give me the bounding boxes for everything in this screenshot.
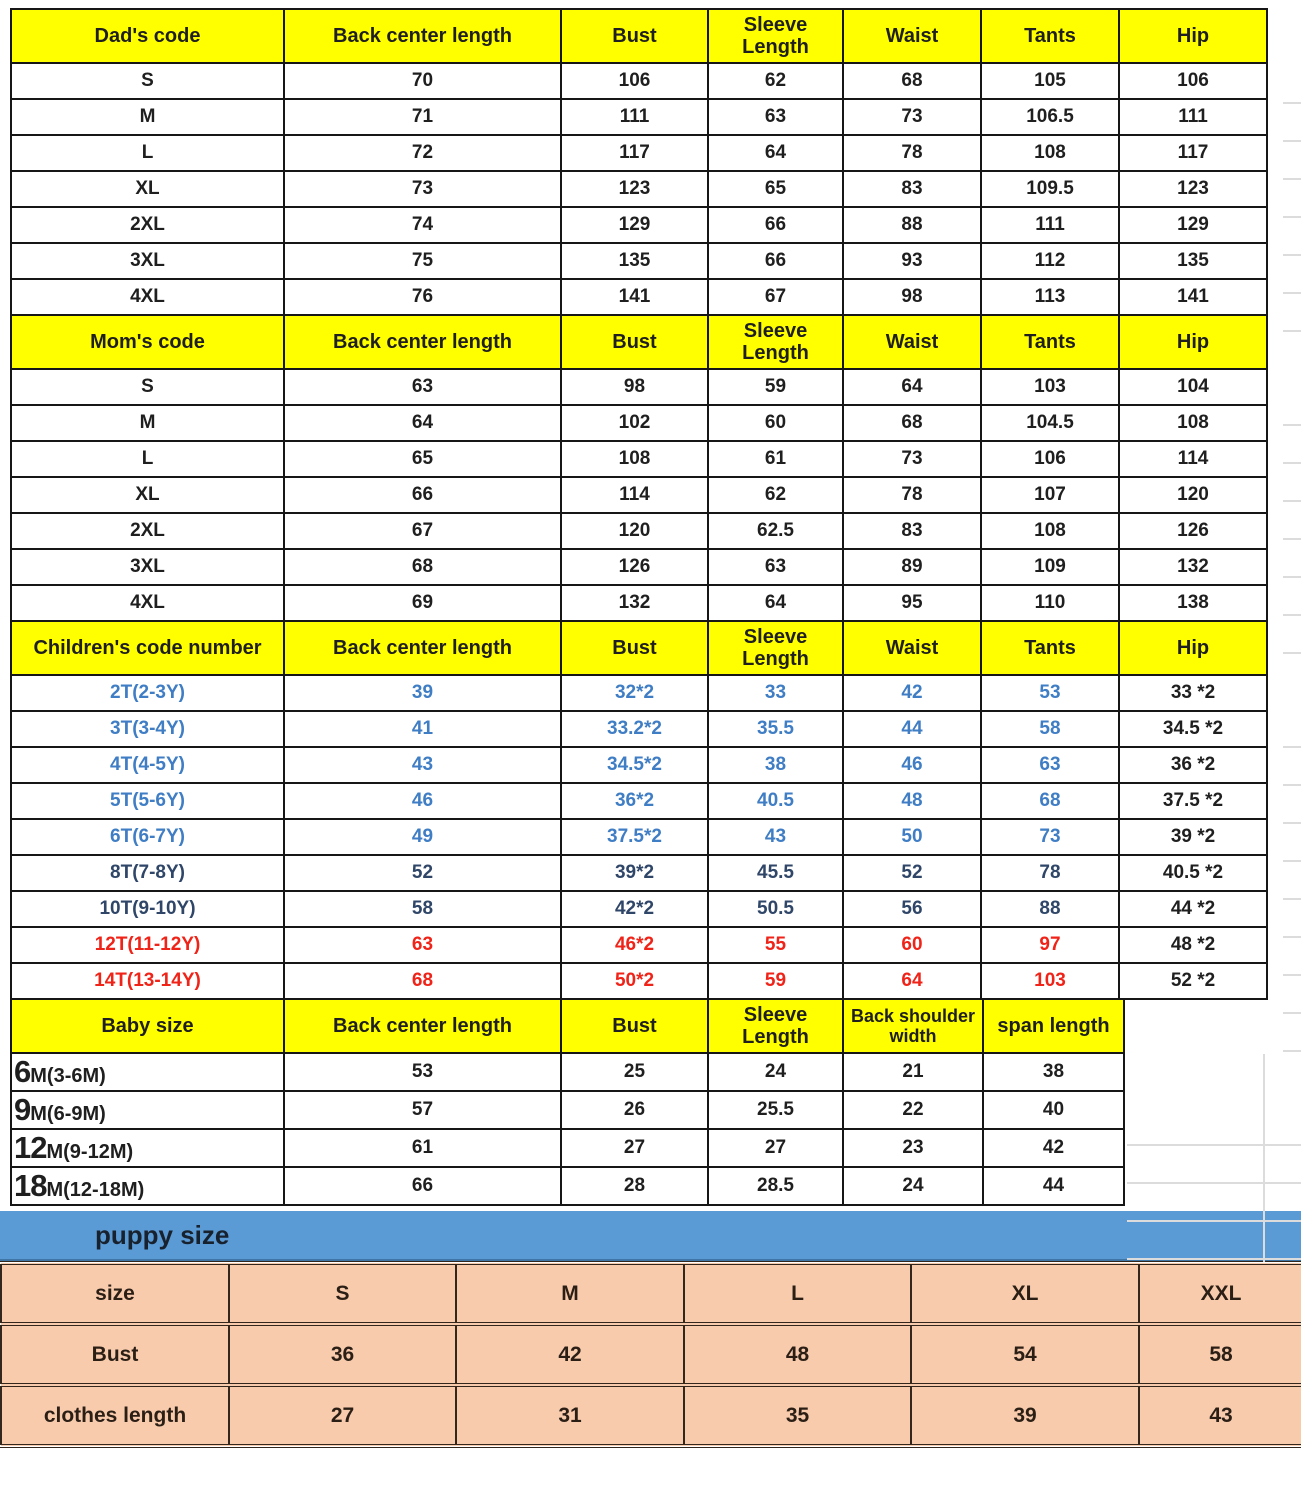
- mom-value-cell: 64: [843, 369, 981, 405]
- mom-row: [11, 477, 1267, 513]
- baby-size-month-number: 18: [14, 1168, 47, 1203]
- children-value-cell: 42*2: [561, 891, 708, 927]
- dad-col-header: Back center length: [284, 9, 561, 63]
- puppy-value-cell: 27: [229, 1385, 456, 1446]
- mom-value-cell: 68: [284, 549, 561, 585]
- mom-col-header: Tants: [981, 315, 1119, 369]
- baby-value-cell: 26: [561, 1091, 708, 1129]
- mom-value-cell: 66: [284, 477, 561, 513]
- dad-row: [11, 171, 1267, 207]
- dad-col-header: Hip: [1119, 9, 1267, 63]
- family-size-table: [10, 8, 1268, 1000]
- puppy-header-row: [1, 1263, 1301, 1324]
- baby-value-cell: 24: [708, 1053, 843, 1091]
- mom-value-cell: 62: [708, 477, 843, 513]
- dad-value-cell: 66: [708, 243, 843, 279]
- children-col-header: Bust: [561, 621, 708, 675]
- dad-value-cell: 106.5: [981, 99, 1119, 135]
- dad-value-cell: 68: [843, 63, 981, 99]
- children-size-cell: 10T(9-10Y): [11, 891, 284, 927]
- children-value-cell: 40.5: [708, 783, 843, 819]
- children-value-cell: 33: [708, 675, 843, 711]
- children-value-cell: 56: [843, 891, 981, 927]
- dad-value-cell: 74: [284, 207, 561, 243]
- baby-value-cell: 24: [843, 1167, 983, 1205]
- dad-title-cell: Dad's code: [11, 9, 284, 63]
- children-row: [11, 963, 1267, 999]
- children-size-cell: 4T(4-5Y): [11, 747, 284, 783]
- mom-value-cell: 110: [981, 585, 1119, 621]
- children-value-cell: 60: [843, 927, 981, 963]
- children-size-cell: 2T(2-3Y): [11, 675, 284, 711]
- baby-size-cell: [11, 1167, 284, 1205]
- children-value-cell: 49: [284, 819, 561, 855]
- children-value-cell: 50: [843, 819, 981, 855]
- dad-col-header: Bust: [561, 9, 708, 63]
- baby-size-month-number: 12: [14, 1130, 47, 1165]
- dad-value-cell: 65: [708, 171, 843, 207]
- children-value-cell: 78: [981, 855, 1119, 891]
- puppy-value-cell: 42: [456, 1324, 684, 1385]
- baby-col-header: span length: [983, 999, 1124, 1053]
- spreadsheet-gridlines: [1283, 388, 1301, 656]
- mom-value-cell: 126: [1119, 513, 1267, 549]
- mom-value-cell: 114: [561, 477, 708, 513]
- dad-value-cell: 75: [284, 243, 561, 279]
- dad-value-cell: 105: [981, 63, 1119, 99]
- puppy-value-cell: 31: [456, 1385, 684, 1446]
- children-row: [11, 675, 1267, 711]
- dad-value-cell: 76: [284, 279, 561, 315]
- children-value-cell: 32*2: [561, 675, 708, 711]
- mom-value-cell: 120: [1119, 477, 1267, 513]
- children-value-cell: 52: [284, 855, 561, 891]
- children-value-cell: 39*2: [561, 855, 708, 891]
- baby-value-cell: 28: [561, 1167, 708, 1205]
- dad-value-cell: 109.5: [981, 171, 1119, 207]
- dad-value-cell: 67: [708, 279, 843, 315]
- children-value-cell: 39: [284, 675, 561, 711]
- baby-size-month-number: 9: [14, 1092, 31, 1127]
- baby-value-cell: 57: [284, 1091, 561, 1129]
- dad-value-cell: 71: [284, 99, 561, 135]
- children-row: [11, 819, 1267, 855]
- mom-size-cell: M: [11, 405, 284, 441]
- puppy-value-cell: 48: [684, 1324, 911, 1385]
- dad-value-cell: 129: [561, 207, 708, 243]
- dad-size-cell: 3XL: [11, 243, 284, 279]
- children-value-cell: 63: [981, 747, 1119, 783]
- mom-row: [11, 369, 1267, 405]
- children-col-header: Sleeve Length: [708, 621, 843, 675]
- mom-value-cell: 68: [843, 405, 981, 441]
- children-value-cell: 58: [981, 711, 1119, 747]
- mom-value-cell: 60: [708, 405, 843, 441]
- puppy-col-header: M: [456, 1263, 684, 1324]
- baby-row: [11, 1129, 1124, 1167]
- dad-value-cell: 141: [561, 279, 708, 315]
- children-value-cell: 34.5*2: [561, 747, 708, 783]
- dad-col-header: Waist: [843, 9, 981, 63]
- baby-value-cell: 27: [708, 1129, 843, 1167]
- baby-value-cell: 27: [561, 1129, 708, 1167]
- mom-value-cell: 83: [843, 513, 981, 549]
- children-title-cell: Children's code number: [11, 621, 284, 675]
- mom-value-cell: 126: [561, 549, 708, 585]
- puppy-row: [1, 1385, 1301, 1446]
- children-value-cell: 33.2*2: [561, 711, 708, 747]
- puppy-measure-label-cell: Bust: [1, 1324, 229, 1385]
- baby-col-header: Bust: [561, 999, 708, 1053]
- mom-value-cell: 108: [1119, 405, 1267, 441]
- baby-size-range: M(6-9M): [30, 1103, 106, 1125]
- baby-value-cell: 28.5: [708, 1167, 843, 1205]
- mom-col-header: Hip: [1119, 315, 1267, 369]
- dad-value-cell: 106: [1119, 63, 1267, 99]
- mom-value-cell: 89: [843, 549, 981, 585]
- dad-value-cell: 66: [708, 207, 843, 243]
- baby-value-cell: 22: [843, 1091, 983, 1129]
- mom-value-cell: 64: [708, 585, 843, 621]
- puppy-size-band: [0, 1211, 1301, 1261]
- mom-row: [11, 513, 1267, 549]
- children-value-cell: 37.5*2: [561, 819, 708, 855]
- dad-value-cell: 72: [284, 135, 561, 171]
- dad-value-cell: 63: [708, 99, 843, 135]
- mom-col-header: Bust: [561, 315, 708, 369]
- children-value-cell: 48 *2: [1119, 927, 1267, 963]
- spreadsheet-gridlines: [1283, 66, 1301, 334]
- children-value-cell: 43: [708, 819, 843, 855]
- mom-value-cell: 114: [1119, 441, 1267, 477]
- children-value-cell: 34.5 *2: [1119, 711, 1267, 747]
- mom-value-cell: 106: [981, 441, 1119, 477]
- children-value-cell: 37.5 *2: [1119, 783, 1267, 819]
- baby-value-cell: 40: [983, 1091, 1124, 1129]
- children-col-header: Back center length: [284, 621, 561, 675]
- mom-value-cell: 95: [843, 585, 981, 621]
- mom-value-cell: 132: [561, 585, 708, 621]
- mom-value-cell: 73: [843, 441, 981, 477]
- baby-col-header: Back center length: [284, 999, 561, 1053]
- mom-value-cell: 62.5: [708, 513, 843, 549]
- children-row: [11, 711, 1267, 747]
- dad-value-cell: 78: [843, 135, 981, 171]
- dad-row: [11, 63, 1267, 99]
- mom-value-cell: 63: [284, 369, 561, 405]
- children-col-header: Tants: [981, 621, 1119, 675]
- mom-value-cell: 63: [708, 549, 843, 585]
- spreadsheet-gridline-vertical: [1263, 1054, 1265, 1262]
- dad-value-cell: 129: [1119, 207, 1267, 243]
- dad-header-row: [11, 9, 1267, 63]
- children-value-cell: 38: [708, 747, 843, 783]
- baby-value-cell: 25: [561, 1053, 708, 1091]
- children-value-cell: 43: [284, 747, 561, 783]
- dad-value-cell: 141: [1119, 279, 1267, 315]
- baby-size-cell: [11, 1091, 284, 1129]
- dad-row: [11, 279, 1267, 315]
- dad-row: [11, 135, 1267, 171]
- dad-value-cell: 64: [708, 135, 843, 171]
- children-value-cell: 59: [708, 963, 843, 999]
- dad-value-cell: 73: [843, 99, 981, 135]
- mom-value-cell: 98: [561, 369, 708, 405]
- mom-col-header: Sleeve Length: [708, 315, 843, 369]
- dad-value-cell: 117: [561, 135, 708, 171]
- mom-row: [11, 549, 1267, 585]
- children-value-cell: 46: [284, 783, 561, 819]
- puppy-value-cell: 35: [684, 1385, 911, 1446]
- puppy-size-table: [0, 1261, 1301, 1448]
- children-value-cell: 44: [843, 711, 981, 747]
- children-size-cell: 8T(7-8Y): [11, 855, 284, 891]
- children-value-cell: 46*2: [561, 927, 708, 963]
- mom-size-cell: S: [11, 369, 284, 405]
- dad-value-cell: 112: [981, 243, 1119, 279]
- mom-value-cell: 104: [1119, 369, 1267, 405]
- puppy-col-header: S: [229, 1263, 456, 1324]
- mom-header-row: [11, 315, 1267, 369]
- mom-value-cell: 108: [561, 441, 708, 477]
- mom-value-cell: 107: [981, 477, 1119, 513]
- children-value-cell: 68: [284, 963, 561, 999]
- dad-value-cell: 93: [843, 243, 981, 279]
- children-value-cell: 63: [284, 927, 561, 963]
- children-value-cell: 36*2: [561, 783, 708, 819]
- children-value-cell: 73: [981, 819, 1119, 855]
- children-value-cell: 48: [843, 783, 981, 819]
- dad-size-cell: 2XL: [11, 207, 284, 243]
- children-value-cell: 41: [284, 711, 561, 747]
- dad-value-cell: 111: [1119, 99, 1267, 135]
- baby-size-cell: [11, 1053, 284, 1091]
- mom-value-cell: 102: [561, 405, 708, 441]
- baby-header-row: [11, 999, 1124, 1053]
- baby-value-cell: 61: [284, 1129, 561, 1167]
- children-value-cell: 58: [284, 891, 561, 927]
- puppy-col-header: XXL: [1139, 1263, 1301, 1324]
- dad-size-cell: XL: [11, 171, 284, 207]
- spreadsheet-gridlines: [1283, 710, 1301, 1054]
- mom-col-header: Back center length: [284, 315, 561, 369]
- baby-col-header: Back shoulder width: [843, 999, 983, 1053]
- puppy-col-header: XL: [911, 1263, 1139, 1324]
- children-value-cell: 42: [843, 675, 981, 711]
- dad-value-cell: 111: [561, 99, 708, 135]
- dad-size-cell: L: [11, 135, 284, 171]
- dad-value-cell: 117: [1119, 135, 1267, 171]
- mom-value-cell: 78: [843, 477, 981, 513]
- children-value-cell: 88: [981, 891, 1119, 927]
- mom-value-cell: 103: [981, 369, 1119, 405]
- mom-value-cell: 61: [708, 441, 843, 477]
- mom-value-cell: 59: [708, 369, 843, 405]
- children-size-cell: 5T(5-6Y): [11, 783, 284, 819]
- children-value-cell: 33 *2: [1119, 675, 1267, 711]
- puppy-measure-label-cell: clothes length: [1, 1385, 229, 1446]
- dad-value-cell: 135: [1119, 243, 1267, 279]
- children-size-cell: 12T(11-12Y): [11, 927, 284, 963]
- dad-value-cell: 113: [981, 279, 1119, 315]
- baby-value-cell: 21: [843, 1053, 983, 1091]
- baby-col-header: Sleeve Length: [708, 999, 843, 1053]
- puppy-value-cell: 36: [229, 1324, 456, 1385]
- children-size-cell: 14T(13-14Y): [11, 963, 284, 999]
- baby-size-month-number: 6: [14, 1054, 31, 1089]
- children-col-header: Hip: [1119, 621, 1267, 675]
- baby-value-cell: 66: [284, 1167, 561, 1205]
- dad-value-cell: 123: [561, 171, 708, 207]
- dad-value-cell: 98: [843, 279, 981, 315]
- baby-value-cell: 23: [843, 1129, 983, 1167]
- baby-value-cell: 42: [983, 1129, 1124, 1167]
- dad-col-header: Sleeve Length: [708, 9, 843, 63]
- dad-size-cell: S: [11, 63, 284, 99]
- baby-value-cell: 44: [983, 1167, 1124, 1205]
- children-value-cell: 103: [981, 963, 1119, 999]
- baby-size-cell: [11, 1129, 284, 1167]
- children-row: [11, 747, 1267, 783]
- children-value-cell: 36 *2: [1119, 747, 1267, 783]
- dad-value-cell: 83: [843, 171, 981, 207]
- dad-value-cell: 123: [1119, 171, 1267, 207]
- baby-size-range: M(3-6M): [30, 1065, 106, 1087]
- baby-row: [11, 1053, 1124, 1091]
- puppy-value-cell: 39: [911, 1385, 1139, 1446]
- children-size-cell: 3T(3-4Y): [11, 711, 284, 747]
- children-value-cell: 50.5: [708, 891, 843, 927]
- dad-value-cell: 88: [843, 207, 981, 243]
- spreadsheet-gridlines: [1127, 1108, 1301, 1262]
- children-header-row: [11, 621, 1267, 675]
- children-value-cell: 68: [981, 783, 1119, 819]
- children-value-cell: 45.5: [708, 855, 843, 891]
- baby-size-range: M(12-18M): [46, 1179, 145, 1201]
- mom-value-cell: 108: [981, 513, 1119, 549]
- puppy-size-band-title: puppy size: [95, 1219, 230, 1250]
- children-value-cell: 55: [708, 927, 843, 963]
- baby-row: [11, 1091, 1124, 1129]
- dad-row: [11, 207, 1267, 243]
- baby-value-cell: 38: [983, 1053, 1124, 1091]
- puppy-value-cell: 54: [911, 1324, 1139, 1385]
- baby-size-table: [10, 998, 1125, 1206]
- dad-value-cell: 135: [561, 243, 708, 279]
- mom-value-cell: 69: [284, 585, 561, 621]
- mom-value-cell: 109: [981, 549, 1119, 585]
- children-col-header: Waist: [843, 621, 981, 675]
- dad-value-cell: 70: [284, 63, 561, 99]
- mom-title-cell: Mom's code: [11, 315, 284, 369]
- children-value-cell: 40.5 *2: [1119, 855, 1267, 891]
- puppy-value-cell: 43: [1139, 1385, 1301, 1446]
- mom-size-cell: L: [11, 441, 284, 477]
- dad-row: [11, 99, 1267, 135]
- dad-value-cell: 108: [981, 135, 1119, 171]
- children-row: [11, 783, 1267, 819]
- mom-row: [11, 585, 1267, 621]
- mom-value-cell: 67: [284, 513, 561, 549]
- dad-value-cell: 62: [708, 63, 843, 99]
- mom-value-cell: 65: [284, 441, 561, 477]
- children-value-cell: 53: [981, 675, 1119, 711]
- mom-col-header: Waist: [843, 315, 981, 369]
- dad-value-cell: 73: [284, 171, 561, 207]
- mom-size-cell: 4XL: [11, 585, 284, 621]
- children-value-cell: 97: [981, 927, 1119, 963]
- mom-value-cell: 138: [1119, 585, 1267, 621]
- puppy-row: [1, 1324, 1301, 1385]
- mom-row: [11, 405, 1267, 441]
- children-row: [11, 891, 1267, 927]
- children-value-cell: 50*2: [561, 963, 708, 999]
- dad-row: [11, 243, 1267, 279]
- mom-value-cell: 64: [284, 405, 561, 441]
- dad-col-header: Tants: [981, 9, 1119, 63]
- children-row: [11, 927, 1267, 963]
- dad-value-cell: 106: [561, 63, 708, 99]
- children-value-cell: 64: [843, 963, 981, 999]
- baby-title-cell: Baby size: [11, 999, 284, 1053]
- baby-size-range: M(9-12M): [46, 1141, 134, 1163]
- dad-size-cell: M: [11, 99, 284, 135]
- children-value-cell: 39 *2: [1119, 819, 1267, 855]
- puppy-col-header: L: [684, 1263, 911, 1324]
- puppy-value-cell: 58: [1139, 1324, 1301, 1385]
- children-value-cell: 52: [843, 855, 981, 891]
- mom-value-cell: 104.5: [981, 405, 1119, 441]
- children-value-cell: 52 *2: [1119, 963, 1267, 999]
- dad-size-cell: 4XL: [11, 279, 284, 315]
- children-value-cell: 46: [843, 747, 981, 783]
- children-value-cell: 44 *2: [1119, 891, 1267, 927]
- baby-value-cell: 25.5: [708, 1091, 843, 1129]
- children-row: [11, 855, 1267, 891]
- puppy-title-cell: size: [1, 1263, 229, 1324]
- mom-value-cell: 132: [1119, 549, 1267, 585]
- mom-size-cell: 2XL: [11, 513, 284, 549]
- mom-value-cell: 120: [561, 513, 708, 549]
- mom-row: [11, 441, 1267, 477]
- mom-size-cell: XL: [11, 477, 284, 513]
- children-size-cell: 6T(6-7Y): [11, 819, 284, 855]
- baby-row: [11, 1167, 1124, 1205]
- baby-value-cell: 53: [284, 1053, 561, 1091]
- mom-size-cell: 3XL: [11, 549, 284, 585]
- dad-value-cell: 111: [981, 207, 1119, 243]
- children-value-cell: 35.5: [708, 711, 843, 747]
